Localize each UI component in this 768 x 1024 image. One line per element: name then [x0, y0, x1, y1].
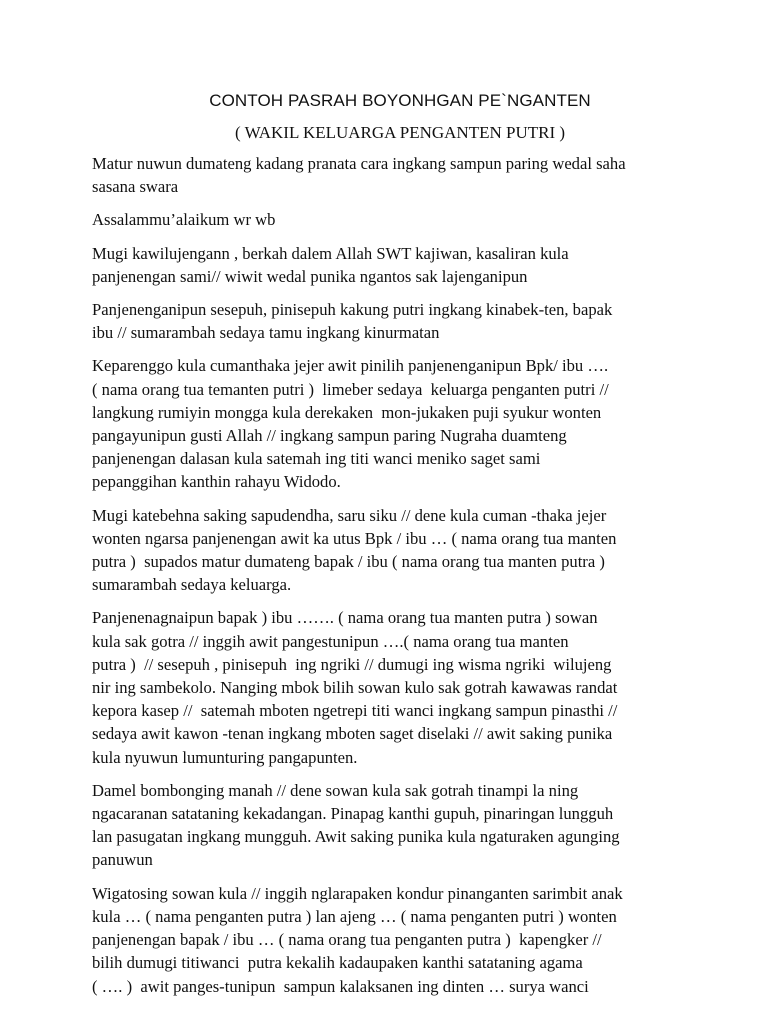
- paragraph-line: Wigatosing sowan kula // inggih nglarapaken kondur pinanganten sarimbit anak: [92, 883, 623, 903]
- body-paragraph: [92, 882, 708, 998]
- paragraph-line: Panjenenganipun sesepuh, pinisepuh kakung putri ingkang kinabek-ten, bapak: [92, 300, 613, 320]
- body-paragraph: [92, 504, 708, 597]
- document-title: CONTOH PASRAH BOYONHGAN PE`NGANTEN: [209, 91, 591, 110]
- paragraph-line: Mugi katebehna saking sapudendha, saru siku // dene kula cuman -thaka jejer: [92, 505, 607, 525]
- paragraph-line: putra ) supados matur dumateng bapak / ibu ( nama orang tua manten putra ): [92, 552, 605, 572]
- paragraph-line: kepora kasep // satemah mboten ngetrepi titi wanci ingkang sampun pinasthi //: [92, 701, 618, 721]
- body-paragraph: [92, 606, 708, 768]
- document-body: [92, 152, 708, 998]
- document-subtitle: ( WAKIL KELUARGA PENGANTEN PUTRI ): [234, 123, 566, 142]
- paragraph-line: Mugi kawilujengann , berkah dalem Allah SWT kajiwan, kasaliran kula: [92, 243, 569, 263]
- paragraph-line: Matur nuwun dumateng kadang pranata cara ingkang sampun paring wedal saha: [92, 154, 626, 173]
- paragraph-line: pepanggihan kanthin rahayu Widodo.: [92, 472, 341, 492]
- paragraph-line: panjenengan dalasan kula satemah ing titi wanci meniko saget sami: [92, 449, 541, 469]
- paragraph-line: langkung rumiyin mongga kula derekaken mon-jukaken puji syukur wonten: [92, 402, 602, 422]
- paragraph-line: ( nama orang tua temanten putri ) limeber sedaya keluarga penganten putri //: [92, 379, 609, 399]
- paragraph-line: ibu // sumarambah sedaya tamu ingkang kinurmatan: [92, 323, 440, 343]
- paragraph-line: sumarambah sedaya keluarga.: [92, 575, 292, 595]
- body-paragraph: [92, 779, 708, 872]
- paragraph-line: Keparenggo kula cumanthaka jejer awit pinilih panjenenganipun Bpk/ ibu ….: [92, 356, 609, 376]
- body-paragraph: [92, 152, 708, 198]
- paragraph-line: kula … ( nama penganten putra ) lan ajeng … ( nama penganten putri ) wonten: [92, 906, 617, 926]
- body-paragraph: [92, 354, 708, 493]
- paragraph-line: sedaya awit kawon -tenan ingkang mboten saget diselaki // awit saking punika: [92, 724, 613, 744]
- paragraph-line: ( …. ) awit panges-tunipun sampun kalaksanen ing dinten … surya wanci: [92, 976, 589, 996]
- paragraph-line: putra ) // sesepuh , pinisepuh ing ngriki // dumugi ing wisma ngriki wilujeng: [92, 654, 612, 674]
- paragraph-line: lan pasugatan ingkang mungguh. Awit saking punika kula ngaturaken agunging: [92, 827, 620, 847]
- body-paragraph: [92, 298, 708, 344]
- paragraph-line: panuwun: [92, 850, 153, 870]
- body-paragraph: [92, 242, 708, 288]
- paragraph-line: panjenengan sami// wiwit wedal punika ngantos sak lajenganipun: [92, 266, 528, 286]
- paragraph-line: kula sak gotra // inggih awit pangestunipun ….( nama orang tua manten: [92, 631, 569, 651]
- paragraph-line: ngacaranan satataning kekadangan. Pinapag kanthi gupuh, pinaringan lungguh: [92, 804, 614, 824]
- paragraph-line: kula nyuwun lumunturing pangapunten.: [92, 747, 358, 767]
- paragraph-line: panjenengan bapak / ibu … ( nama orang tua penganten putra ) kapengker //: [92, 930, 602, 950]
- paragraph-line: wonten ngarsa panjenengan awit ka utus Bpk / ibu … ( nama orang tua manten: [92, 528, 617, 548]
- paragraph-line: Assalammu’alaikum wr wb: [92, 210, 276, 230]
- paragraph-line: Panjenenagnaipun bapak ) ibu ……. ( nama orang tua manten putra ) sowan: [92, 608, 598, 628]
- paragraph-line: nir ing sambekolo. Nanging mbok bilih sowan kulo sak gotrah kawawas randat: [92, 678, 618, 698]
- paragraph-line: pangayunipun gusti Allah // ingkang sampun paring Nugraha duamteng: [92, 426, 567, 446]
- paragraph-line: Damel bombonging manah // dene sowan kula sak gotrah tinampi la ning: [92, 780, 579, 800]
- body-paragraph: [92, 208, 708, 231]
- paragraph-line: sasana swara: [92, 177, 179, 197]
- paragraph-line: bilih dumugi titiwanci putra kekalih kadaupaken kanthi satataning agama: [92, 953, 583, 973]
